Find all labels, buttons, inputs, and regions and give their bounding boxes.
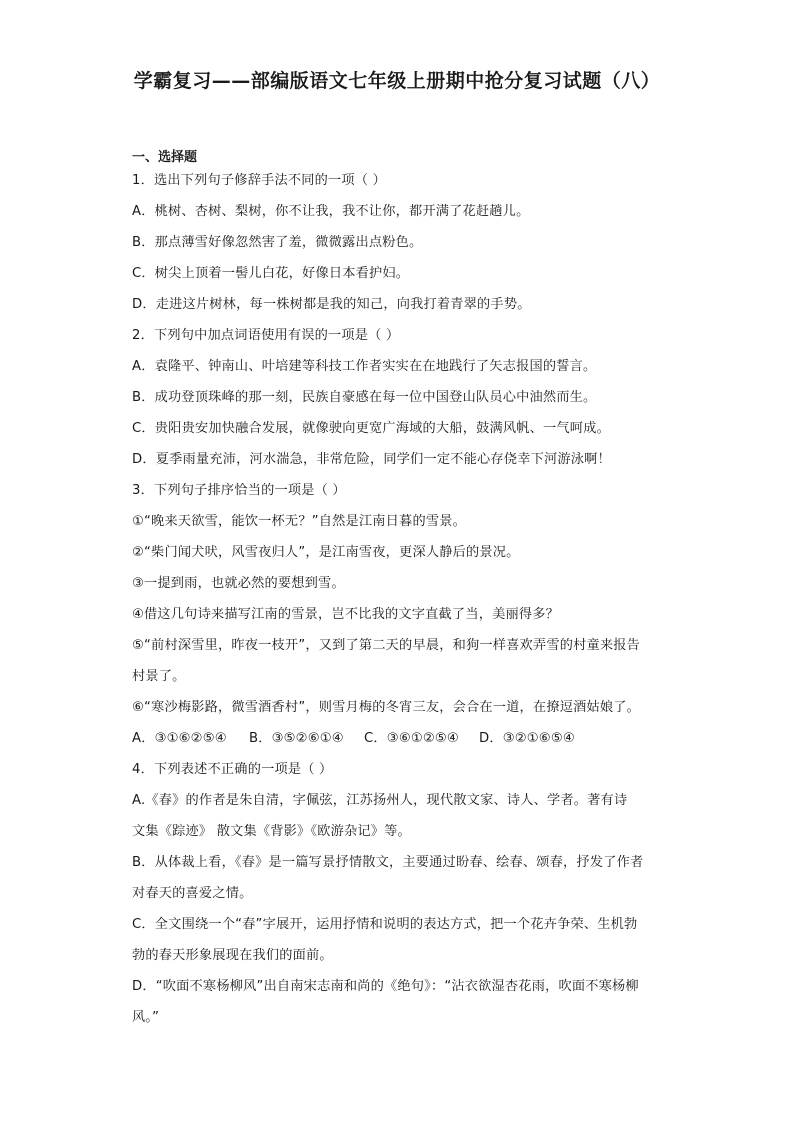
q4-option-b: B．从体裁上看，《春》是一篇写景抒情散文，主要通过盼春、绘春、颂春，抒发了作者 bbox=[132, 855, 644, 870]
q3-sentence-3: ③一提到雨，也就必然的要想到雪。 bbox=[132, 576, 345, 591]
question-1-stem: 1．选出下列句子修辞手法不同的一项（ ） bbox=[132, 173, 386, 188]
question-3-stem: 3．下列句子排序恰当的一项是（ ） bbox=[132, 483, 346, 498]
q3-sentence-5-cont: 村景了。 bbox=[132, 669, 186, 684]
q3-option-c: C．③⑥①②⑤④ bbox=[364, 731, 459, 746]
q1-option-c: C．树尖上顶着一髻儿白花，好像日本看护妇。 bbox=[132, 266, 410, 281]
question-4-stem: 4．下列表述不正确的一项是（ ） bbox=[132, 762, 333, 777]
q1-option-b: B．那点薄雪好像忽然害了羞，微微露出点粉色。 bbox=[132, 235, 423, 250]
q3-options bbox=[132, 730, 575, 748]
q3-sentence-5: ⑤“前村深雪里，昨夜一枝开”，又到了第二天的早晨，和狗一样喜欢弄雪的村童来报告 bbox=[132, 638, 641, 653]
q3-option-b: B．③⑤②⑥①④ bbox=[249, 731, 344, 746]
q2-option-c: C．贵阳贵安加快融合发展，就像驶向更宽广海域的大船，鼓满风帆、一气呵成。 bbox=[132, 421, 610, 436]
q3-sentence-1: ①“晚来天欲雪，能饮一杯无？”自然是江南日暮的雪景。 bbox=[132, 514, 466, 529]
q1-option-a: A．桃树、杏树、梨树，你不让我，我不让你，都开满了花赶趟儿。 bbox=[132, 204, 530, 219]
question-2-stem: 2．下列句中加点词语使用有误的一项是（ ） bbox=[132, 328, 400, 343]
q2-option-a: A．袁隆平、钟南山、叶培建等科技工作者实实在在地践行了矢志报国的誓言。 bbox=[132, 359, 597, 374]
q3-sentence-6: ⑥“寒沙梅影路，微雪酒香村”，则雪月梅的冬宵三友，会合在一道，在撩逗酒姑娘了。 bbox=[132, 700, 641, 715]
q4-option-c: C．全文围绕一个“春”字展开，运用抒情和说明的表达方式，把一个花卉争荣、生机勃 bbox=[132, 917, 638, 932]
q3-sentence-2: ②“柴门闻犬吠，风雪夜归人”，是江南雪夜，更深人静后的景况。 bbox=[132, 545, 520, 560]
q4-option-b-cont: 对春天的喜爱之情。 bbox=[132, 886, 253, 901]
section-heading: 一、选择题 bbox=[132, 150, 198, 165]
q3-option-a: A．③①⑥②⑤④ bbox=[132, 731, 227, 746]
q3-option-d: D．③②①⑥⑤④ bbox=[479, 731, 575, 746]
q2-option-b: B．成功登顶珠峰的那一刻，民族自豪感在每一位中国登山队员心中油然而生。 bbox=[132, 390, 597, 405]
q4-option-a-cont: 文集《踪迹》 散文集《背影》《欧游杂记》等。 bbox=[132, 824, 411, 839]
q2-option-d: D．夏季雨量充沛，河水湍急，非常危险，同学们一定不能心存侥幸下河游泳啊！ bbox=[132, 452, 611, 467]
q1-option-d: D．走进这片树林，每一株树都是我的知己，向我打着青翠的手势。 bbox=[132, 297, 531, 312]
page-title: 学霸复习——部编版语文七年级上册期中抢分复习试题（八） bbox=[133, 70, 661, 92]
q4-option-c-cont: 勃的春天形象展现在我们的面前。 bbox=[132, 948, 333, 963]
q3-sentence-4: ④借这几句诗来描写江南的雪景，岂不比我的文字直截了当，美丽得多？ bbox=[132, 607, 560, 622]
q4-option-a: A.《春》的作者是朱自清，字佩弦，江苏扬州人，现代散文家、诗人、学者。著有诗 bbox=[132, 793, 628, 808]
q4-option-d-cont: 风。” bbox=[132, 1010, 160, 1025]
q4-option-d: D．“吹面不寒杨柳风”出自南宋志南和尚的《绝句》：“沾衣欲湿杏花雨，吹面不寒杨柳 bbox=[132, 979, 639, 994]
